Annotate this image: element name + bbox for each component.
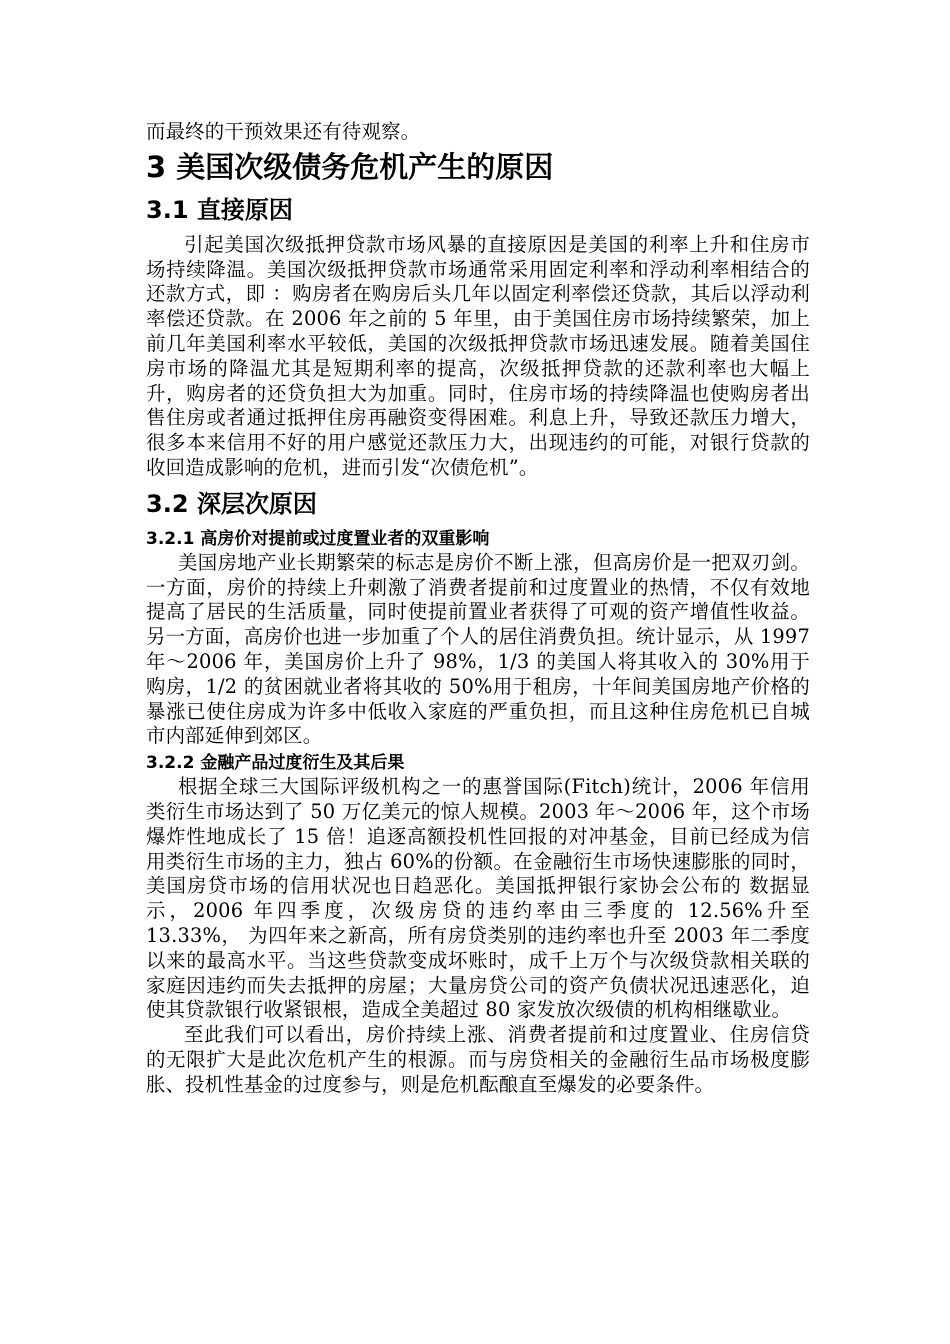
section-3-2-2-paragraph: 根据全球三大国际评级机构之一的惠誉国际(Fitch)统计，2006 年信用类衍生市场达到了 50 万亿美元的惊人规模。2003 年～2006 年，这个市场爆炸性地成长了 15 倍！追逐高额投机性回报的对冲基金，目前已经成为信用类衍生市场的主力，独占 60%的份额。在金融衍生市场快速膨胀的同时，美国房贷市场的信用状况也日趋恶化。美国抵押银行家协会公布的 数据显示，2006 年四季度，次级房贷的违约率由三季度的 12.56%升至 13.33%， 为四年来之新高，所有房贷类别的违约率也升至 2003 年二季度以来的最高水平。当这些贷款变成坏账时，成千上万个与次级贷款相关联的家庭因违约而失去抵押的房屋；大量房贷公司的资产负债状况迅速恶化，迫使其贷款银行收紧银根，造成全美超过 80 家发放次级债的机构相继歇业。 bbox=[146, 775, 810, 1022]
lead-text: 而最终的干预效果还有待观察。 bbox=[146, 120, 421, 143]
section-3-title: 3 美国次级债务危机产生的原因 bbox=[146, 149, 554, 184]
document-page bbox=[146, 120, 810, 1098]
section-3-2-2-title: 3.2.2 金融产品过度衍生及其后果 bbox=[146, 753, 405, 774]
section-3-1-title: 3.1 直接原因 bbox=[146, 195, 293, 224]
section-3-2-2-conclusion: 至此我们可以看出，房价持续上涨、消费者提前和过度置业、住房信贷的无限扩大是此次危机产生的根源。而与房贷相关的金融衍生品市场极度膨胀、投机性基金的过度参与，则是危机酝酿直至爆发的必要条件。 bbox=[146, 1023, 810, 1096]
section-3-2-1-paragraph: 美国房地产业长期繁荣的标志是房价不断上涨，但高房价是一把双刃剑。一方面，房价的持续上升刺激了消费者提前和过度置业的热情，不仅有效地提高了居民的生活质量，同时使提前置业者获得了可观的资产增值性收益。另一方面，高房价也进一步加重了个人的居住消费负担。统计显示，从 1997 年～2006 年，美国房价上升了 98%，1/3 的美国人将其收入的 30%用于购房，1/2 的贫困就业者将其收的 50%用于租房，十年间美国房地产价格的暴涨已使住房成为许多中低收入家庭的严重负担，而且这种住房危机已自城市内部延伸到郊区。 bbox=[146, 550, 810, 748]
section-3-1-paragraph: 引起美国次级抵押贷款市场风暴的直接原因是美国的利率上升和住房市场持续降温。美国次级抵押贷款市场通常采用固定利率和浮动利率相结合的还款方式，即 ：购房者在购房后头几年以固定利率偿还贷款，其后以浮动利率偿还贷款。在 2006 年之前的 5 年里，由于美国住房市场持续繁荣，加上前几年美国利率水平较低，美国的次级抵押贷款市场迅速发展。随着美国住房市场的降温尤其是短期利率的提高，次级抵押贷款的还款利率也大幅上升，购房者的还贷负担大为加重。同时，住房市场的持续降温也使购房者出售住房或者通过抵押住房再融资变得困难。利息上升，导致还款压力增大，很多本来信用不好的用户感觉还款压力大，出现违约的可能，对银行贷款的收回造成影响的危机，进而引发“次债危机”。 bbox=[146, 232, 810, 479]
section-3-2-1-title: 3.2.1 高房价对提前或过度置业者的双重影响 bbox=[146, 528, 490, 549]
section-3-2-title: 3.2 深层次原因 bbox=[146, 489, 317, 518]
